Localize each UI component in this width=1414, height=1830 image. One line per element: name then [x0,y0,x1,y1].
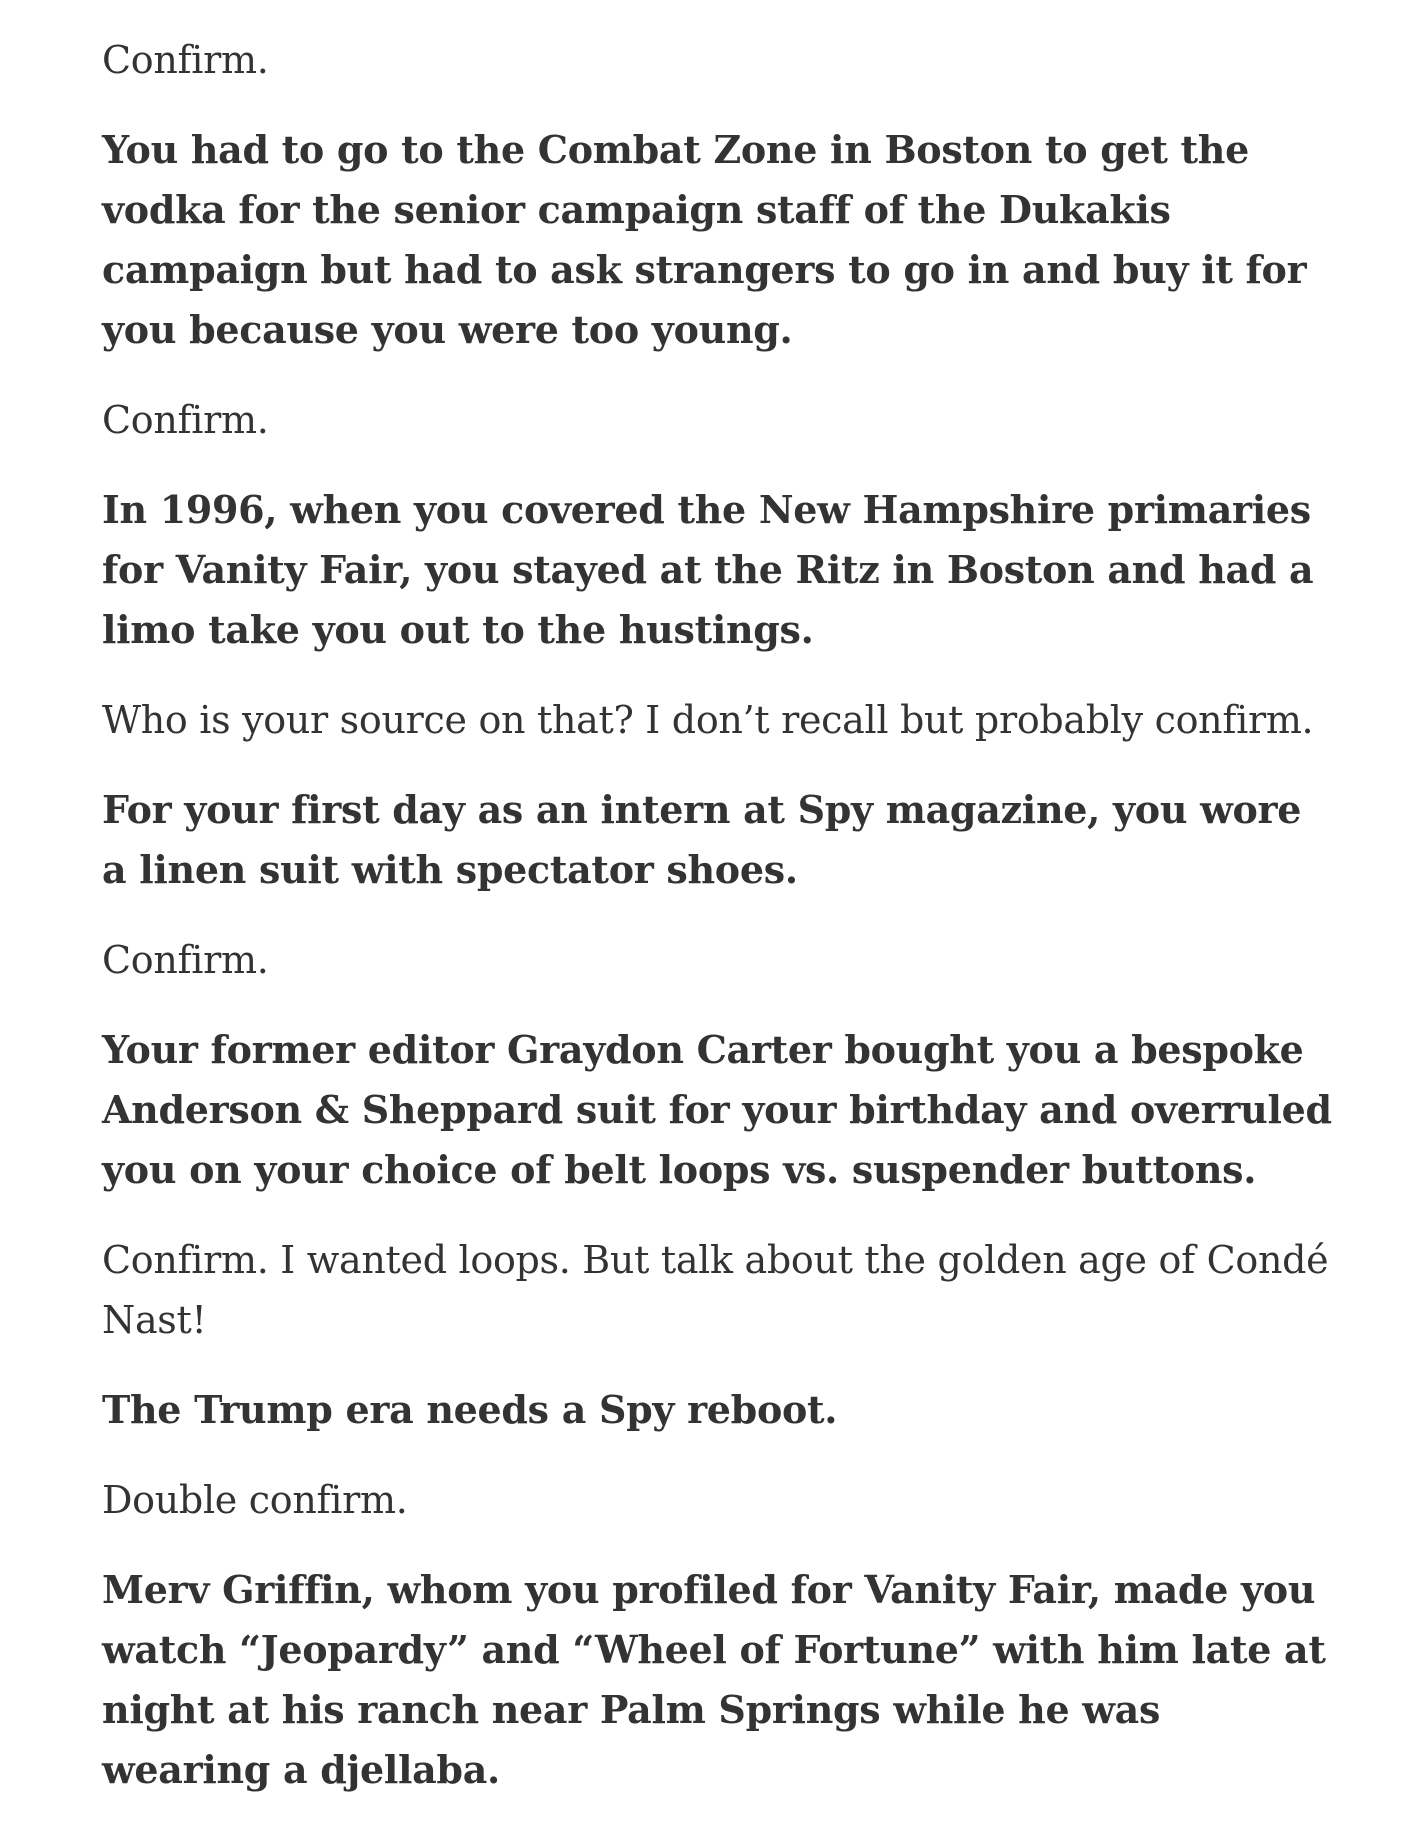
question-paragraph: In 1996, when you covered the New Hampshire primaries for Vanity Fair, you stayed at the Ritz in Boston and had a limo take you out to the hustings. [102,487,1314,652]
question-paragraph: The Trump era needs a Spy reboot. [102,1387,838,1432]
question-paragraph: You had to go to the Combat Zone in Boston to get the vodka for the senior campaign staff of the Dukakis campaign but had to ask strangers to go in and buy it for you because you were too young. [102,127,1307,352]
answer-paragraph: Confirm. [102,398,269,442]
answer-paragraph: Who is your source on that? I don’t recall but probably confirm. [102,698,1314,742]
article-body [102,30,1332,1830]
answer-paragraph: Confirm. I wanted loops. But talk about the golden age of Condé Nast! [102,1238,1329,1342]
question-paragraph: For your first day as an intern at Spy magazine, you wore a linen suit with spectator shoes. [102,787,1302,892]
answer-paragraph: Confirm. [102,938,269,982]
answer-paragraph: Double confirm. [102,1478,408,1522]
question-paragraph: Your former editor Graydon Carter bought you a bespoke Anderson & Sheppard suit for your birthday and overruled you on your choice of belt loops vs. suspender buttons. [102,1027,1332,1192]
question-paragraph: Merv Griffin, whom you profiled for Vanity Fair, made you watch “Jeopardy” and “Wheel of Fortune” with him late at night at his ranch near Palm Springs while he was wearing a djellaba. [102,1567,1326,1792]
answer-paragraph: Confirm. [102,38,269,82]
